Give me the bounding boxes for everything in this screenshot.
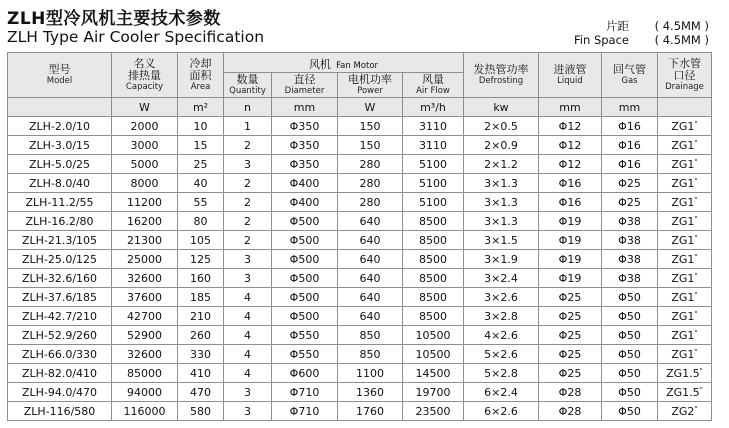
fan-diameter-cell: Φ350 xyxy=(272,136,338,155)
table-row xyxy=(8,174,712,193)
airflow-cell: 3110 xyxy=(403,136,464,155)
capacity-cell: 16200 xyxy=(112,212,178,231)
area-cell: 470 xyxy=(178,383,224,402)
model-cell: ZLH-37.6/185 xyxy=(8,288,112,307)
unit-power: W xyxy=(338,98,403,117)
fan-diameter-cell: Φ500 xyxy=(272,250,338,269)
airflow-cell: 19700 xyxy=(403,383,464,402)
inch-mark: " xyxy=(694,252,698,261)
area-cell: 80 xyxy=(178,212,224,231)
drainage-cell xyxy=(658,383,712,402)
motor-power-cell: 640 xyxy=(338,269,403,288)
fan-diameter-cell: Φ500 xyxy=(272,269,338,288)
fan-diameter-cell: Φ350 xyxy=(272,155,338,174)
fan-quantity-cell: 2 xyxy=(224,136,272,155)
table-row xyxy=(8,326,712,345)
liquid-pipe-cell: Φ19 xyxy=(539,269,602,288)
col-header-quantity: 数量 Quantity xyxy=(224,73,272,98)
drainage-cell xyxy=(658,288,712,307)
col-header-liquid: 进液管 Liquid xyxy=(539,53,602,98)
table-row xyxy=(8,250,712,269)
motor-power-cell: 640 xyxy=(338,307,403,326)
defrost-power-cell: 3×2.6 xyxy=(464,288,539,307)
liquid-pipe-cell: Φ25 xyxy=(539,364,602,383)
area-cell: 210 xyxy=(178,307,224,326)
capacity-cell: 8000 xyxy=(112,174,178,193)
col-header-diameter: 直径 Diameter xyxy=(272,73,338,98)
inch-mark: " xyxy=(694,233,698,242)
model-cell: ZLH-42.7/210 xyxy=(8,307,112,326)
motor-power-cell: 850 xyxy=(338,326,403,345)
liquid-pipe-cell: Φ12 xyxy=(539,155,602,174)
model-cell: ZLH-3.0/15 xyxy=(8,136,112,155)
fin-cn-value: ( 4.5MM ) xyxy=(654,19,709,33)
inch-mark: " xyxy=(694,195,698,204)
col-group-fan-motor: 风机 Fan Motor xyxy=(224,53,464,73)
liquid-pipe-cell: Φ25 xyxy=(539,326,602,345)
unit-model xyxy=(8,98,112,117)
airflow-cell: 3110 xyxy=(403,117,464,136)
liquid-pipe-cell: Φ12 xyxy=(539,136,602,155)
capacity-cell: 2000 xyxy=(112,117,178,136)
liquid-pipe-cell: Φ19 xyxy=(539,212,602,231)
defrost-power-cell: 3×2.8 xyxy=(464,307,539,326)
area-cell: 330 xyxy=(178,345,224,364)
spec-table-body xyxy=(8,117,712,421)
inch-mark: " xyxy=(699,366,703,375)
fan-diameter-cell: Φ500 xyxy=(272,231,338,250)
fan-quantity-cell: 3 xyxy=(224,155,272,174)
fan-diameter-cell: Φ500 xyxy=(272,307,338,326)
drainage-size: ZG1 xyxy=(671,233,695,247)
liquid-pipe-cell: Φ25 xyxy=(539,345,602,364)
fan-diameter-cell: Φ500 xyxy=(272,288,338,307)
fan-diameter-cell: Φ710 xyxy=(272,383,338,402)
fan-quantity-cell: 4 xyxy=(224,307,272,326)
area-cell: 10 xyxy=(178,117,224,136)
airflow-cell: 8500 xyxy=(403,231,464,250)
drainage-size: ZG1 xyxy=(671,252,695,266)
page-title-en: ZLH Type Air Cooler Specification xyxy=(7,28,265,46)
model-cell: ZLH-11.2/55 xyxy=(8,193,112,212)
liquid-pipe-cell: Φ28 xyxy=(539,383,602,402)
liquid-pipe-cell: Φ19 xyxy=(539,231,602,250)
liquid-pipe-cell: Φ12 xyxy=(539,117,602,136)
drainage-cell xyxy=(658,345,712,364)
defrost-power-cell: 6×2.6 xyxy=(464,402,539,421)
capacity-cell: 32600 xyxy=(112,345,178,364)
drainage-cell xyxy=(658,307,712,326)
inch-mark: " xyxy=(699,385,703,394)
drainage-size: ZG1 xyxy=(671,195,695,209)
capacity-cell: 37600 xyxy=(112,288,178,307)
area-cell: 580 xyxy=(178,402,224,421)
drainage-cell xyxy=(658,136,712,155)
capacity-cell: 3000 xyxy=(112,136,178,155)
drainage-size: ZG2 xyxy=(671,404,695,418)
inch-mark: " xyxy=(694,138,698,147)
drainage-size: ZG1 xyxy=(671,290,695,304)
capacity-cell: 11200 xyxy=(112,193,178,212)
unit-airflow: m³/h xyxy=(403,98,464,117)
unit-diameter: mm xyxy=(272,98,338,117)
inch-mark: " xyxy=(694,157,698,166)
drainage-cell xyxy=(658,326,712,345)
defrost-power-cell: 2×1.2 xyxy=(464,155,539,174)
gas-pipe-cell: Φ38 xyxy=(602,269,658,288)
motor-power-cell: 1100 xyxy=(338,364,403,383)
col-header-power: 电机功率 Power xyxy=(338,73,403,98)
airflow-cell: 10500 xyxy=(403,326,464,345)
gas-pipe-cell: Φ50 xyxy=(602,326,658,345)
table-row xyxy=(8,136,712,155)
motor-power-cell: 280 xyxy=(338,174,403,193)
drainage-cell xyxy=(658,212,712,231)
fan-diameter-cell: Φ400 xyxy=(272,174,338,193)
fan-diameter-cell: Φ710 xyxy=(272,402,338,421)
fan-quantity-cell: 2 xyxy=(224,174,272,193)
drainage-cell xyxy=(658,174,712,193)
inch-mark: " xyxy=(694,271,698,280)
fin-en-value: ( 4.5MM ) xyxy=(654,33,709,47)
gas-pipe-cell: Φ50 xyxy=(602,288,658,307)
unit-quantity: n xyxy=(224,98,272,117)
liquid-pipe-cell: Φ19 xyxy=(539,250,602,269)
inch-mark: " xyxy=(694,176,698,185)
defrost-power-cell: 5×2.6 xyxy=(464,345,539,364)
motor-power-cell: 280 xyxy=(338,155,403,174)
fan-diameter-cell: Φ550 xyxy=(272,345,338,364)
airflow-cell: 8500 xyxy=(403,250,464,269)
defrost-power-cell: 2×0.5 xyxy=(464,117,539,136)
fan-quantity-cell: 3 xyxy=(224,402,272,421)
fan-quantity-cell: 3 xyxy=(224,383,272,402)
model-cell: ZLH-32.6/160 xyxy=(8,269,112,288)
table-row xyxy=(8,345,712,364)
drainage-size: ZG1 xyxy=(671,138,695,152)
motor-power-cell: 850 xyxy=(338,345,403,364)
liquid-pipe-cell: Φ16 xyxy=(539,193,602,212)
gas-pipe-cell: Φ25 xyxy=(602,193,658,212)
airflow-cell: 8500 xyxy=(403,212,464,231)
defrost-power-cell: 5×2.8 xyxy=(464,364,539,383)
area-cell: 185 xyxy=(178,288,224,307)
table-row xyxy=(8,193,712,212)
fan-diameter-cell: Φ400 xyxy=(272,193,338,212)
area-cell: 125 xyxy=(178,250,224,269)
fan-diameter-cell: Φ550 xyxy=(272,326,338,345)
area-cell: 15 xyxy=(178,136,224,155)
area-cell: 55 xyxy=(178,193,224,212)
capacity-cell: 94000 xyxy=(112,383,178,402)
inch-mark: " xyxy=(694,119,698,128)
motor-power-cell: 150 xyxy=(338,117,403,136)
table-row xyxy=(8,155,712,174)
units-row xyxy=(8,98,712,117)
model-cell: ZLH-52.9/260 xyxy=(8,326,112,345)
capacity-cell: 32600 xyxy=(112,269,178,288)
fan-quantity-cell: 4 xyxy=(224,288,272,307)
capacity-cell: 25000 xyxy=(112,250,178,269)
drainage-cell xyxy=(658,155,712,174)
fan-quantity-cell: 2 xyxy=(224,212,272,231)
inch-mark: " xyxy=(694,309,698,318)
model-cell: ZLH-25.0/125 xyxy=(8,250,112,269)
gas-pipe-cell: Φ50 xyxy=(602,307,658,326)
defrost-power-cell: 3×1.9 xyxy=(464,250,539,269)
area-cell: 40 xyxy=(178,174,224,193)
drainage-size: ZG1 xyxy=(671,119,695,133)
fan-diameter-cell: Φ600 xyxy=(272,364,338,383)
drainage-size: ZG1 xyxy=(671,214,695,228)
drainage-cell xyxy=(658,193,712,212)
col-header-model: 型号 Model xyxy=(8,53,112,98)
unit-liquid: mm xyxy=(539,98,602,117)
capacity-cell: 85000 xyxy=(112,364,178,383)
liquid-pipe-cell: Φ28 xyxy=(539,402,602,421)
defrost-power-cell: 3×1.3 xyxy=(464,193,539,212)
drainage-cell xyxy=(658,231,712,250)
page-title-cn: ZLH型冷风机主要技术参数 xyxy=(7,9,221,29)
drainage-size: ZG1 xyxy=(671,157,695,171)
table-row xyxy=(8,288,712,307)
gas-pipe-cell: Φ50 xyxy=(602,345,658,364)
gas-pipe-cell: Φ16 xyxy=(602,117,658,136)
drainage-size: ZG1 xyxy=(671,328,695,342)
airflow-cell: 8500 xyxy=(403,288,464,307)
fan-quantity-cell: 2 xyxy=(224,231,272,250)
unit-area: m² xyxy=(178,98,224,117)
defrost-power-cell: 3×1.3 xyxy=(464,174,539,193)
fan-quantity-cell: 2 xyxy=(224,193,272,212)
airflow-cell: 8500 xyxy=(403,307,464,326)
model-cell: ZLH-16.2/80 xyxy=(8,212,112,231)
fan-diameter-cell: Φ350 xyxy=(272,117,338,136)
capacity-cell: 116000 xyxy=(112,402,178,421)
model-cell: ZLH-8.0/40 xyxy=(8,174,112,193)
model-cell: ZLH-94.0/470 xyxy=(8,383,112,402)
fin-en-label: Fin Space xyxy=(574,33,629,47)
capacity-cell: 52900 xyxy=(112,326,178,345)
col-header-gas: 回气管 Gas xyxy=(602,53,658,98)
airflow-cell: 14500 xyxy=(403,364,464,383)
table-row xyxy=(8,364,712,383)
drainage-size: ZG1.5 xyxy=(666,366,700,380)
fan-diameter-cell: Φ500 xyxy=(272,212,338,231)
airflow-cell: 5100 xyxy=(403,155,464,174)
fin-cn-label: 片距 xyxy=(606,19,629,33)
drainage-cell xyxy=(658,402,712,421)
table-row xyxy=(8,231,712,250)
airflow-cell: 5100 xyxy=(403,193,464,212)
fan-quantity-cell: 1 xyxy=(224,117,272,136)
liquid-pipe-cell: Φ25 xyxy=(539,307,602,326)
inch-mark: " xyxy=(694,214,698,223)
airflow-cell: 8500 xyxy=(403,269,464,288)
table-row xyxy=(8,269,712,288)
table-row xyxy=(8,307,712,326)
motor-power-cell: 640 xyxy=(338,288,403,307)
motor-power-cell: 1760 xyxy=(338,402,403,421)
drainage-cell xyxy=(658,250,712,269)
drainage-size: ZG1 xyxy=(671,271,695,285)
col-header-defrost: 发热管功率 Defrosting xyxy=(464,53,539,98)
defrost-power-cell: 3×1.5 xyxy=(464,231,539,250)
col-header-capacity: 名义 排热量 Capacity xyxy=(112,53,178,98)
inch-mark: " xyxy=(694,347,698,356)
liquid-pipe-cell: Φ25 xyxy=(539,288,602,307)
unit-defrost: kw xyxy=(464,98,539,117)
gas-pipe-cell: Φ38 xyxy=(602,250,658,269)
drainage-size: ZG1 xyxy=(671,309,695,323)
airflow-cell: 10500 xyxy=(403,345,464,364)
fan-quantity-cell: 4 xyxy=(224,326,272,345)
airflow-cell: 23500 xyxy=(403,402,464,421)
drainage-cell xyxy=(658,364,712,383)
area-cell: 410 xyxy=(178,364,224,383)
model-cell: ZLH-5.0/25 xyxy=(8,155,112,174)
defrost-power-cell: 2×0.9 xyxy=(464,136,539,155)
table-row xyxy=(8,383,712,402)
defrost-power-cell: 4×2.6 xyxy=(464,326,539,345)
fan-quantity-cell: 3 xyxy=(224,269,272,288)
defrost-power-cell: 3×2.4 xyxy=(464,269,539,288)
defrost-power-cell: 6×2.4 xyxy=(464,383,539,402)
fan-quantity-cell: 4 xyxy=(224,345,272,364)
inch-mark: " xyxy=(694,328,698,337)
drainage-size: ZG1 xyxy=(671,347,695,361)
drainage-size: ZG1 xyxy=(671,176,695,190)
unit-drainage xyxy=(658,98,712,117)
motor-power-cell: 640 xyxy=(338,231,403,250)
fin-space-note xyxy=(574,19,709,47)
drainage-cell xyxy=(658,269,712,288)
motor-power-cell: 280 xyxy=(338,193,403,212)
table-row xyxy=(8,117,712,136)
gas-pipe-cell: Φ38 xyxy=(602,212,658,231)
capacity-cell: 5000 xyxy=(112,155,178,174)
motor-power-cell: 640 xyxy=(338,250,403,269)
gas-pipe-cell: Φ25 xyxy=(602,174,658,193)
motor-power-cell: 640 xyxy=(338,212,403,231)
gas-pipe-cell: Φ50 xyxy=(602,402,658,421)
area-cell: 105 xyxy=(178,231,224,250)
capacity-cn-label: 名义 排热量 xyxy=(128,57,161,82)
spec-table xyxy=(7,52,712,421)
model-cell: ZLH-116/580 xyxy=(8,402,112,421)
drainage-size: ZG1.5 xyxy=(666,385,700,399)
defrost-power-cell: 3×1.3 xyxy=(464,212,539,231)
drainage-cell xyxy=(658,117,712,136)
fan-quantity-cell: 4 xyxy=(224,364,272,383)
capacity-cell: 21300 xyxy=(112,231,178,250)
table-row xyxy=(8,212,712,231)
unit-capacity: W xyxy=(112,98,178,117)
table-row xyxy=(8,402,712,421)
motor-power-cell: 150 xyxy=(338,136,403,155)
area-cell: 260 xyxy=(178,326,224,345)
area-cell: 160 xyxy=(178,269,224,288)
gas-pipe-cell: Φ16 xyxy=(602,155,658,174)
gas-pipe-cell: Φ50 xyxy=(602,383,658,402)
col-header-area: 冷却 面积 Area xyxy=(178,53,224,98)
gas-pipe-cell: Φ50 xyxy=(602,364,658,383)
fan-quantity-cell: 3 xyxy=(224,250,272,269)
model-cell: ZLH-21.3/105 xyxy=(8,231,112,250)
gas-pipe-cell: Φ38 xyxy=(602,231,658,250)
motor-power-cell: 1360 xyxy=(338,383,403,402)
model-cell: ZLH-66.0/330 xyxy=(8,345,112,364)
col-header-drainage: 下水管 口径 Drainage xyxy=(658,53,712,98)
gas-pipe-cell: Φ16 xyxy=(602,136,658,155)
inch-mark: " xyxy=(694,404,698,413)
liquid-pipe-cell: Φ16 xyxy=(539,174,602,193)
model-cell: ZLH-2.0/10 xyxy=(8,117,112,136)
col-header-airflow: 风量 Air Flow xyxy=(403,73,464,98)
capacity-cell: 42700 xyxy=(112,307,178,326)
unit-gas: mm xyxy=(602,98,658,117)
inch-mark: " xyxy=(694,290,698,299)
airflow-cell: 5100 xyxy=(403,174,464,193)
model-cell: ZLH-82.0/410 xyxy=(8,364,112,383)
area-cell: 25 xyxy=(178,155,224,174)
